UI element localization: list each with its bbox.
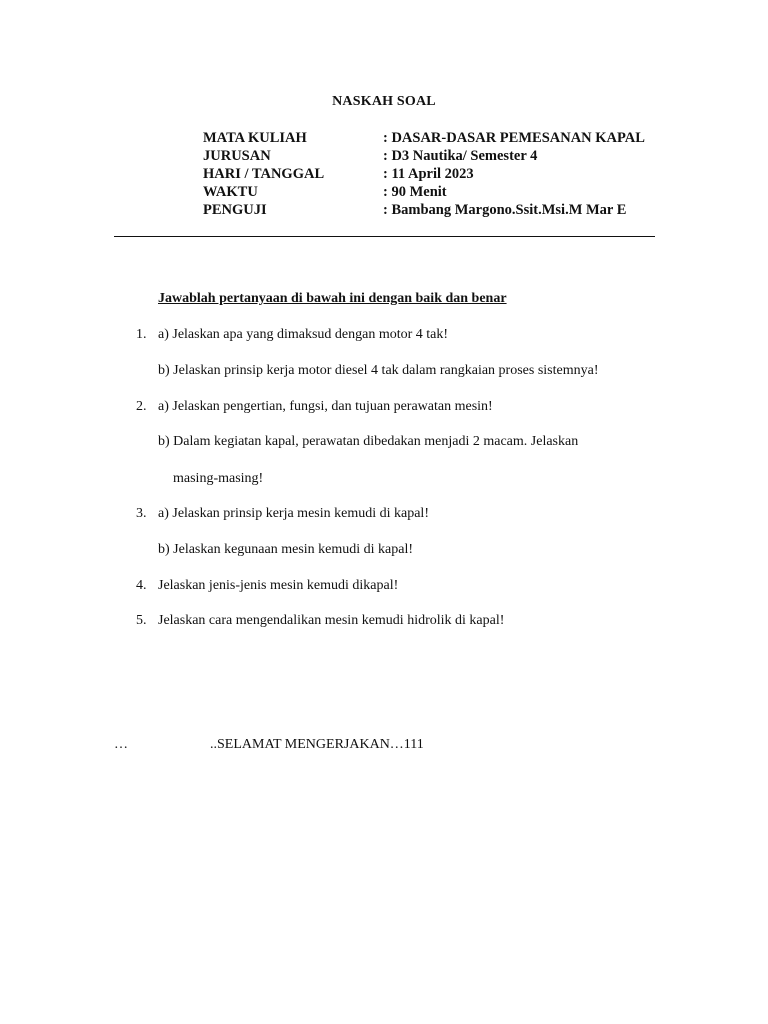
exam-meta-table <box>203 129 645 219</box>
meta-row-time <box>203 183 645 201</box>
meta-row-date <box>203 165 645 183</box>
question-4-text: Jelaskan jenis-jenis mesin kemudi dikapal! <box>158 578 399 593</box>
question-number: 2. <box>136 399 147 414</box>
question-number: 4. <box>136 578 147 593</box>
meta-value: : 90 Menit <box>383 184 447 200</box>
meta-label: MATA KULIAH <box>203 130 307 146</box>
question-2b-text: b) Dalam kegiatan kapal, perawatan dibedakan menjadi 2 macam. Jelaskan <box>158 434 579 449</box>
question-5-text: Jelaskan cara mengendalikan mesin kemudi hidrolik di kapal! <box>158 613 505 628</box>
header-divider <box>114 236 655 237</box>
footer-closing-text: ..SELAMAT MENGERJAKAN…111 <box>210 737 424 752</box>
question-number: 1. <box>136 327 147 342</box>
instruction-text: Jawablah pertanyaan di bawah ini dengan baik dan benar <box>158 291 507 306</box>
question-1 <box>0 327 768 345</box>
meta-row-course <box>203 129 645 147</box>
question-2a-text: a) Jelaskan pengertian, fungsi, dan tujuan perawatan mesin! <box>158 399 493 414</box>
meta-value: : 11 April 2023 <box>383 166 474 182</box>
meta-label: HARI / TANGGAL <box>203 166 325 182</box>
question-number: 3. <box>136 506 147 521</box>
question-1a-text: a) Jelaskan apa yang dimaksud dengan motor 4 tak! <box>158 327 449 342</box>
meta-row-examiner <box>203 201 645 219</box>
question-1b <box>0 363 768 381</box>
page-title: NASKAH SOAL <box>332 94 436 109</box>
footer-dots: … <box>114 737 128 752</box>
meta-row-department <box>203 147 645 165</box>
question-2b <box>0 434 768 452</box>
meta-label: PENGUJI <box>203 202 267 218</box>
question-4 <box>0 578 768 596</box>
question-2b-continued-text: masing-masing! <box>173 471 264 486</box>
meta-value: : D3 Nautika/ Semester 4 <box>383 148 538 164</box>
meta-value: : Bambang Margono.Ssit.Msi.M Mar E <box>383 202 627 218</box>
meta-label: JURUSAN <box>203 148 271 164</box>
question-3 <box>0 506 768 524</box>
question-number: 5. <box>136 613 147 628</box>
question-3b-text: b) Jelaskan kegunaan mesin kemudi di kapal! <box>158 542 414 557</box>
question-3a-text: a) Jelaskan prinsip kerja mesin kemudi di kapal! <box>158 506 429 521</box>
question-1b-text: b) Jelaskan prinsip kerja motor diesel 4 tak dalam rangkaian proses sistemnya! <box>158 363 599 378</box>
meta-value: : DASAR-DASAR PEMESANAN KAPAL <box>383 130 645 146</box>
question-2 <box>0 399 768 417</box>
question-5 <box>0 613 768 631</box>
question-3b <box>0 542 768 560</box>
question-2b-continued <box>0 471 768 489</box>
meta-label: WAKTU <box>203 184 258 200</box>
